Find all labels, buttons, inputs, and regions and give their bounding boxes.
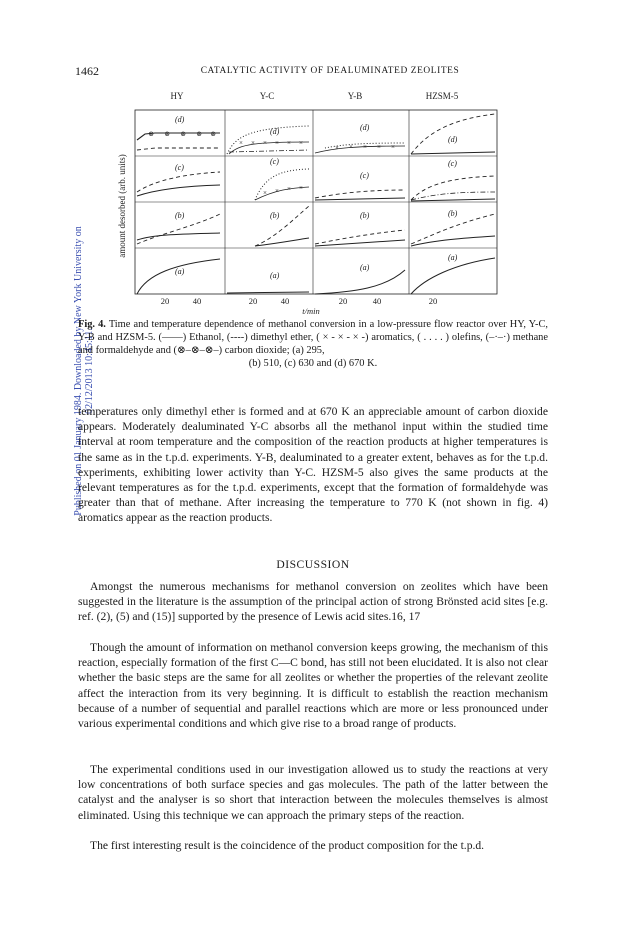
- curve-yc-d-meth: [229, 150, 309, 152]
- svg-text:×: ×: [263, 189, 267, 197]
- running-title: CATALYTIC ACTIVITY OF DEALUMINATED ZEOLITES: [200, 66, 460, 76]
- body-paragraph: Though the amount of information on methanol conversion keeps growing, the mechanism of this reaction, especially formation of the first C—C bond, has still not been elucidated. It is also not clear whether the basic steps are the same for all zeolites or whether the properties of the relevant zeolite affect the interaction from its very beginning. It is difficult to establish the reaction mechanism because of a number of sequential and parallel reactions which are more or less pronounced under various experimental conditions and which give rise to a broad range of products.: [78, 641, 548, 731]
- row-label-a: (a): [360, 263, 370, 272]
- x-tick-label: 20: [248, 296, 258, 306]
- figure-4: [115, 88, 515, 316]
- caption-text: Time and temperature dependence of methanol conversion in a low-pressure flow reactor over HY, Y-C, Y-B and HZSM-5. (——) Ethanol, (----) dimethyl ether, ( × - × - × -) aromatics, ( . . . . ) olefins, (–·–·) methane and formaldehyde and (⊗–⊗–⊗–) carbon dioxide; (a) 295,: [78, 319, 549, 356]
- curve-hz-a-eth: [411, 258, 495, 294]
- curve-hz-c-dme: [411, 176, 495, 200]
- svg-text:⊗: ⊗: [148, 130, 154, 138]
- aromatics-markers: [335, 143, 395, 152]
- body-paragraph: Amongst the numerous mechanisms for methanol conversion on zeolites which have been suggested in the literature is the assumption of the principal action of strong Brönsted acid sites [e.g. ref. (2), (5) and (15)] supported by the presence of Lewis acid sites.16, 17: [78, 580, 548, 624]
- row-label-a: (a): [270, 271, 280, 280]
- row-label-b: (b): [270, 211, 280, 220]
- body-paragraph: temperatures only dimethyl ether is formed and at 670 K an appreciable amount of carbon dioxide appears. Moderately dealuminated Y-C absorbs all the methanol input within the studied time interval at room temperature and the composition of the reaction products at higher temperatures is the same as in the t.p.d. experiments. Y-B, dealuminated to a greater extent, behaves as for the t.p.d. experiments, exhibiting lower activity than Y-C. HZSM-5 also gives the same products at the relevant temperatures as for the t.p.d. experiments, except that the formation of formaldehyde was greater than that of methane. After increasing the temperature to 770 K (not shown in fig. 4) aromatics appear as the reaction products.: [78, 405, 548, 525]
- page-number: 1462: [75, 64, 99, 78]
- curve-hz-c-eth: [411, 199, 495, 201]
- x-axis-label: t/min: [302, 306, 320, 316]
- row-label-c: (c): [175, 163, 184, 172]
- curve-hy-a-eth: [137, 259, 220, 294]
- curve-yb-c-eth: [315, 198, 405, 200]
- section-heading: DISCUSSION: [276, 558, 350, 571]
- svg-text:×: ×: [239, 139, 243, 147]
- row-label-b: (b): [360, 211, 370, 220]
- curve-hz-d-eth: [411, 152, 495, 154]
- x-tick-label: 20: [160, 296, 170, 306]
- svg-text:×: ×: [299, 184, 303, 192]
- x-tick-label: 20: [338, 296, 348, 306]
- curve-yc-b-dme: [255, 206, 309, 246]
- curve-hy-b-eth: [137, 233, 220, 240]
- curve-yb-c-dme: [315, 190, 405, 198]
- body-paragraph: The experimental conditions used in our investigation allowed us to study the reactions at very low concentrations of both surface species and gas molecules. The path of the latter between the catalyst and the analyser is so short that interaction between the molecules themselves is almost eliminated. Using this technique we can approach the primary steps of the reaction.: [78, 763, 548, 822]
- svg-text:×: ×: [287, 139, 291, 147]
- svg-text:×: ×: [299, 139, 303, 147]
- x-tick-label: 20: [428, 296, 438, 306]
- svg-text:×: ×: [275, 187, 279, 195]
- svg-text:⊗: ⊗: [180, 130, 186, 138]
- svg-text:×: ×: [251, 139, 255, 147]
- svg-text:×: ×: [377, 143, 381, 151]
- y-axis-label: amount desorbed (arb. units): [117, 154, 127, 258]
- curve-hz-b-eth: [411, 236, 495, 246]
- svg-text:×: ×: [349, 143, 353, 151]
- column-title-hzsm5: HZSM-5: [425, 91, 459, 101]
- caption-last-line: (b) 510, (c) 630 and (d) 670 K.: [248, 358, 378, 369]
- row-label-b: (b): [448, 209, 458, 218]
- row-label-c: (c): [448, 159, 457, 168]
- svg-text:×: ×: [263, 139, 267, 147]
- row-label-d: (d): [360, 123, 370, 132]
- curve-yb-b-eth: [315, 240, 405, 246]
- svg-text:⊗: ⊗: [210, 130, 216, 138]
- row-label-a: (a): [448, 253, 458, 262]
- x-tick-label: 40: [280, 296, 290, 306]
- row-label-a: (a): [175, 267, 185, 276]
- curve-yb-a-eth: [315, 270, 405, 294]
- svg-text:⊗: ⊗: [164, 130, 170, 138]
- caption-label: Fig. 4.: [78, 319, 106, 330]
- row-label-b: (b): [175, 211, 185, 220]
- curve-hy-c-eth: [137, 185, 220, 196]
- svg-text:×: ×: [391, 143, 395, 151]
- row-label-d: (d): [270, 127, 280, 136]
- svg-text:×: ×: [363, 143, 367, 151]
- x-tick-label: 40: [372, 296, 382, 306]
- svg-text:×: ×: [335, 144, 339, 152]
- column-title-hy: HY: [170, 91, 184, 101]
- curve-hy-c-dme: [137, 172, 220, 192]
- column-title-yc: Y-C: [259, 91, 275, 101]
- svg-text:×: ×: [287, 185, 291, 193]
- row-label-c: (c): [270, 157, 279, 166]
- figure-caption: [78, 318, 548, 370]
- curve-hz-d-dme: [411, 114, 495, 154]
- row-label-d: (d): [448, 135, 458, 144]
- svg-text:×: ×: [275, 139, 279, 147]
- download-watermark: Published on 01 January 1984. Downloaded by New York University on 02/12/2013 10:45:11.: [73, 226, 95, 516]
- x-tick-label: 40: [192, 296, 202, 306]
- row-label-c: (c): [360, 171, 369, 180]
- curve-hy-d-dme: [137, 148, 220, 150]
- aromatics-markers: [263, 184, 303, 197]
- curve-yc-a-eth: [227, 292, 309, 293]
- column-title-yb: Y-B: [347, 91, 363, 101]
- body-paragraph: The first interesting result is the coincidence of the product composition for the t.p.d.: [90, 839, 485, 852]
- co2-markers: [148, 130, 216, 138]
- curve-yb-b-dme: [315, 230, 405, 244]
- row-label-d: (d): [175, 115, 185, 124]
- svg-text:⊗: ⊗: [196, 130, 202, 138]
